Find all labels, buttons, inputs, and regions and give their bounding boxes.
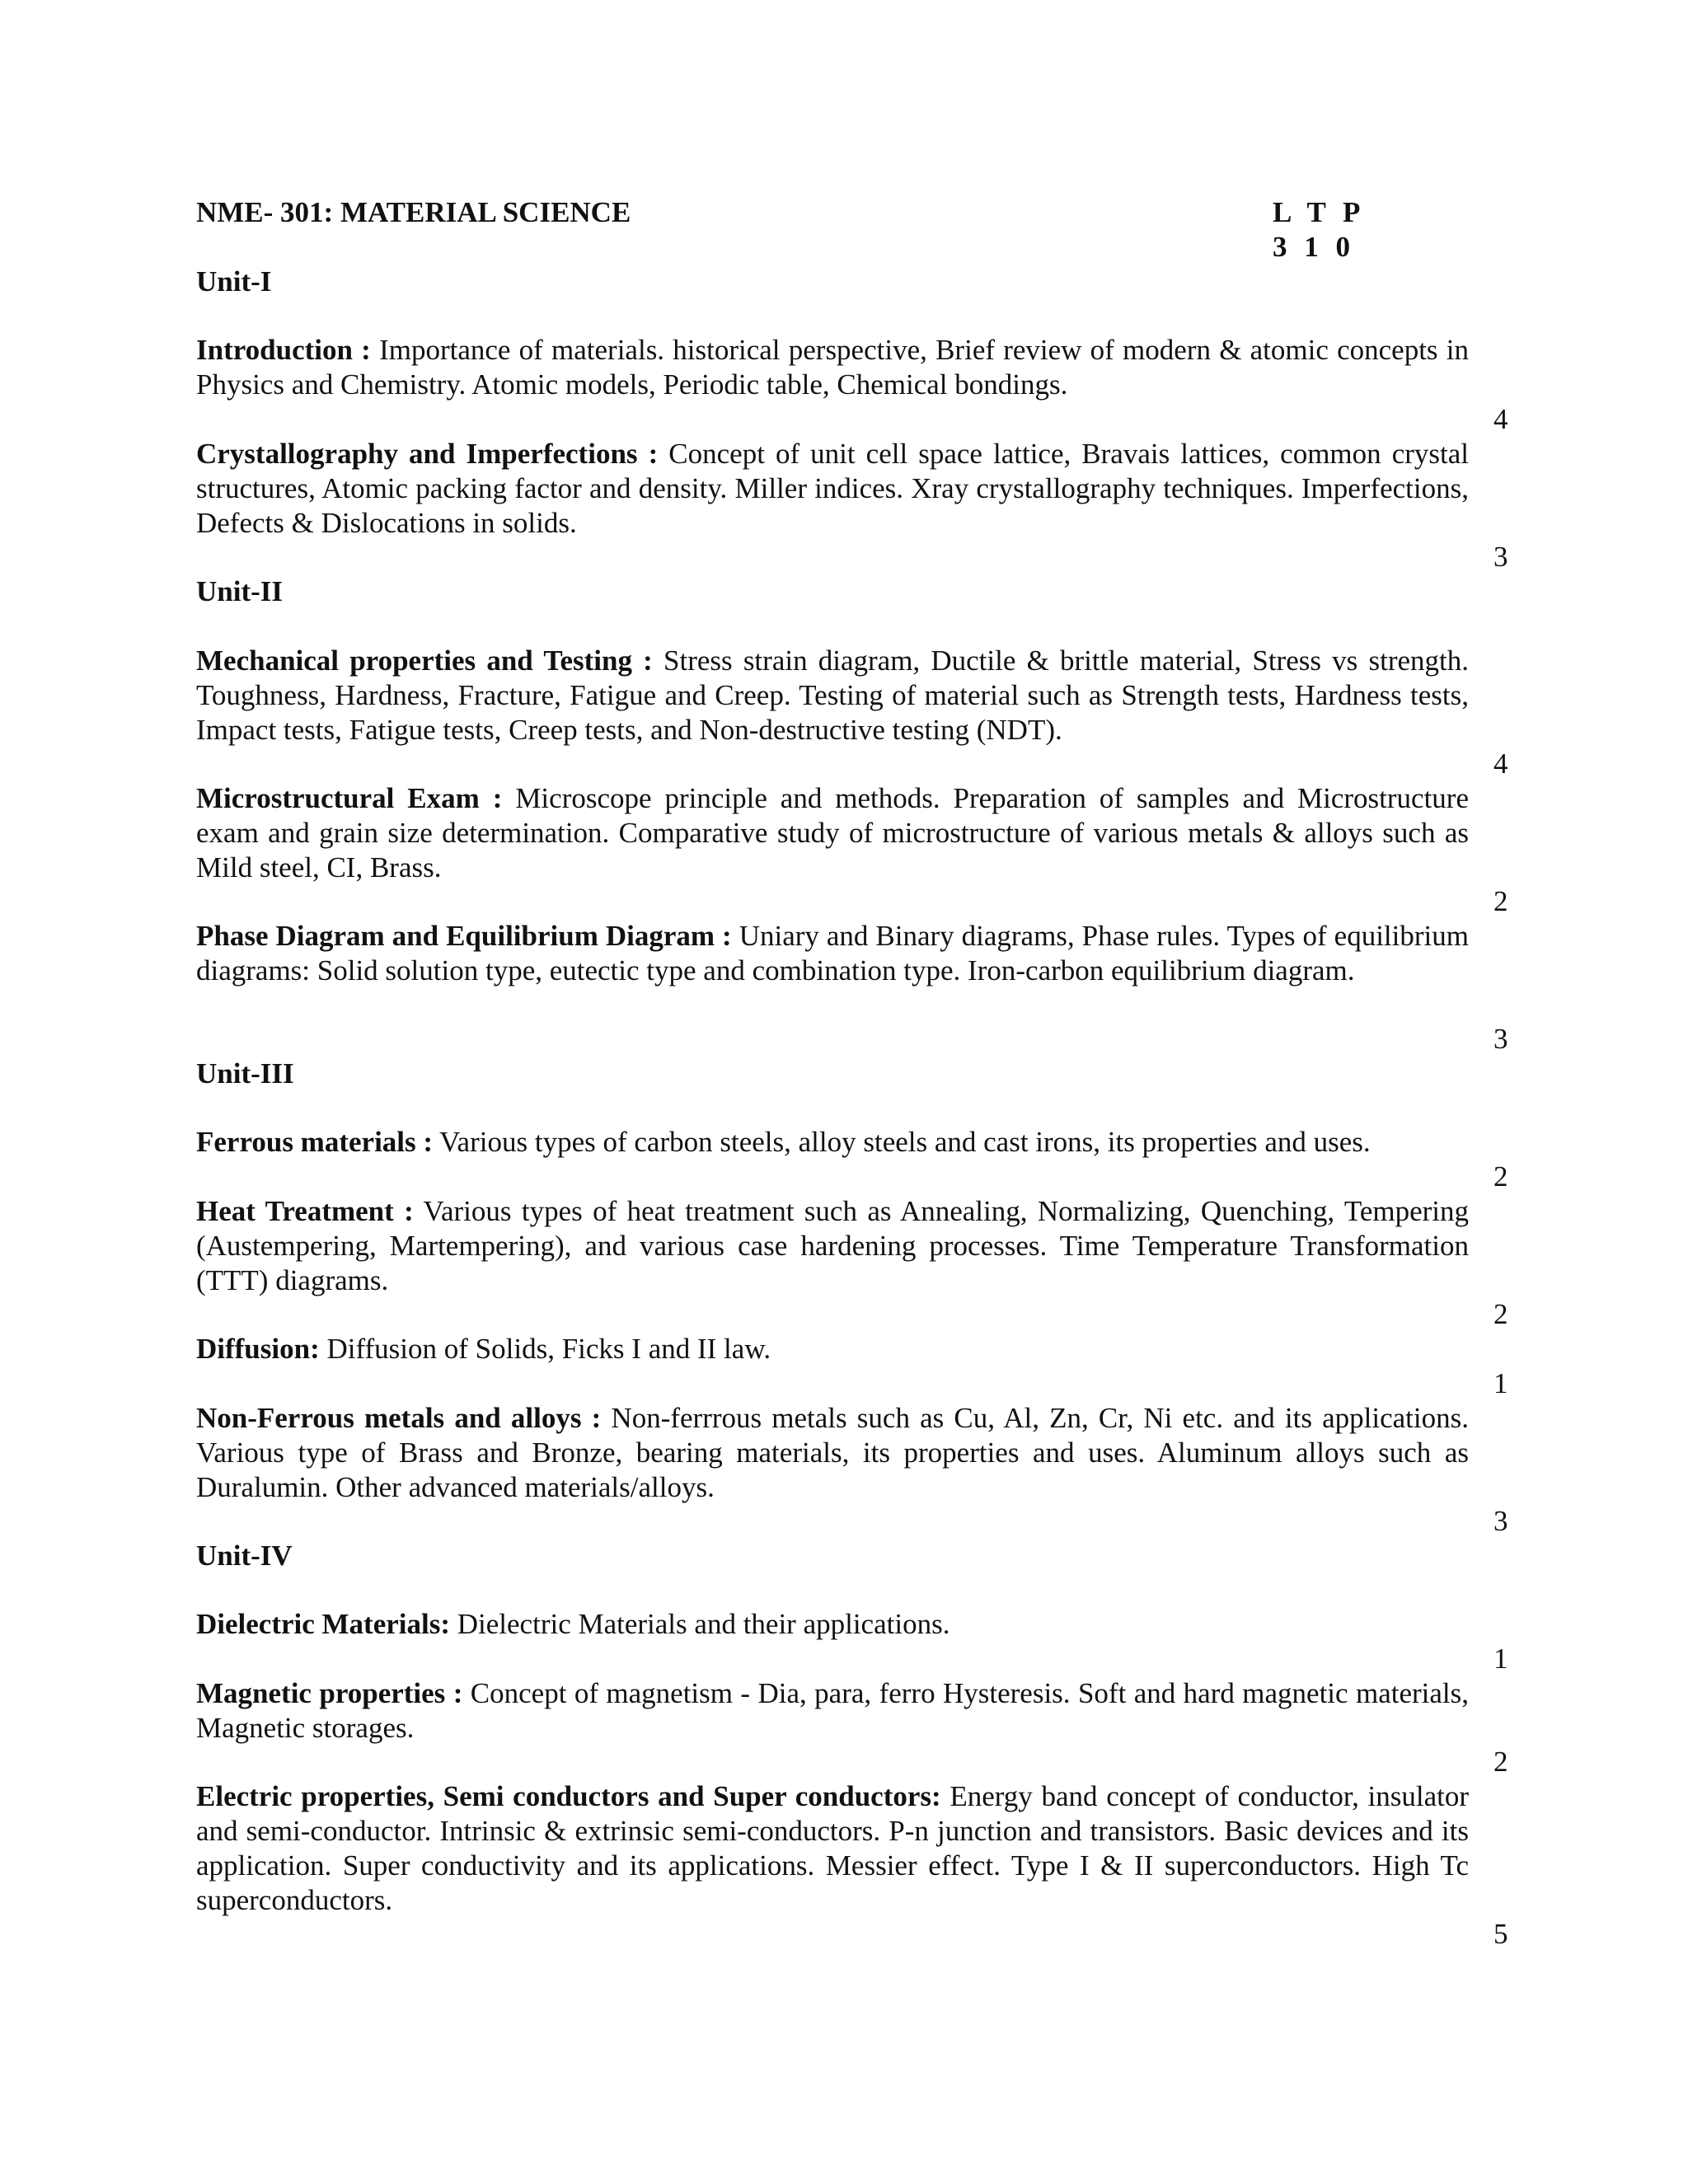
topic-heading: Heat Treatment : bbox=[196, 1195, 414, 1227]
topic-heading: Ferrous materials : bbox=[196, 1126, 434, 1158]
topic-text: Non-ferrrous metals such as Cu, Al, Zn, Cr, Ni etc. and its applications. Various type of Brass and Bronze, bearing materials, its properties and uses. Aluminum alloys such as Duralumin. Other advanced materials/alloys. bbox=[196, 1402, 1469, 1503]
topic-text: Concept of unit cell space lattice, Bravais lattices, common crystal structures, Atomic packing factor and density. Miller indices. Xray crystallography techniques. Imperfections, Defects & Dislocations in solids. bbox=[196, 438, 1469, 539]
topic-heading: Diffusion: bbox=[196, 1333, 320, 1365]
unit-heading-1: Unit-I bbox=[196, 265, 272, 298]
topic-crystallography bbox=[196, 437, 1469, 541]
topic-hours: 2 bbox=[1493, 1160, 1508, 1193]
topic-magnetic-properties bbox=[196, 1676, 1469, 1746]
topic-heading: Crystallography and Imperfections : bbox=[196, 438, 659, 470]
unit-heading-4: Unit-IV bbox=[196, 1540, 293, 1572]
topic-introduction bbox=[196, 333, 1469, 402]
topic-heading: Magnetic properties : bbox=[196, 1677, 463, 1709]
topic-hours: 3 bbox=[1493, 1023, 1508, 1055]
topic-text: Stress strain diagram, Ductile & brittle material, Stress vs strength. Toughness, Hardness, Fracture, Fatigue and Creep. Testing of material such as Strength tests, Hardness tests, Impact tests, Fatigue tests, Creep tests, and Non-destructive testing (NDT). bbox=[196, 644, 1469, 746]
topic-heat-treatment bbox=[196, 1194, 1469, 1298]
topic-non-ferrous-metals bbox=[196, 1401, 1469, 1505]
topic-hours: 1 bbox=[1493, 1643, 1508, 1675]
ltp-label: L T P bbox=[1273, 196, 1361, 228]
topic-hours: 5 bbox=[1493, 1918, 1508, 1950]
topic-text: Uniary and Binary diagrams, Phase rules. Types of equilibrium diagrams: Solid solution type, eutectic type and combination type. Iron-carbon equilibrium diagram. bbox=[196, 920, 1469, 987]
topic-heading: Phase Diagram and Equilibrium Diagram : bbox=[196, 920, 732, 952]
topic-text: Energy band concept of conductor, insulator and semi-conductor. Intrinsic & extrinsic semi-conductors. P-n junction and transistors. Basic devices and its application. Super conductivity and its applications. Messier effect. Type I & II superconductors. High Tc superconductors. bbox=[196, 1780, 1469, 1916]
topic-text: Microscope principle and methods. Preparation of samples and Microstructure exam and grain size determination. Comparative study of microstructure of various metals & alloys such as Mild steel, CI, Brass. bbox=[196, 782, 1469, 883]
topic-text: Various types of carbon steels, alloy steels and cast irons, its properties and uses. bbox=[433, 1126, 1371, 1158]
topic-hours: 3 bbox=[1493, 1505, 1508, 1537]
topic-microstructural-exam bbox=[196, 781, 1469, 885]
topic-text: Various types of heat treatment such as Annealing, Normalizing, Quenching, Tempering (Austempering, Martempering), and various case hardening processes. Time Temperature Transformation (TTT) diagrams. bbox=[196, 1195, 1469, 1296]
topic-hours: 4 bbox=[1493, 403, 1508, 435]
topic-text: Dielectric Materials and their applications. bbox=[450, 1608, 950, 1640]
topic-hours: 3 bbox=[1493, 541, 1508, 573]
topic-heading: Dielectric Materials: bbox=[196, 1608, 451, 1640]
topic-electric-properties bbox=[196, 1779, 1469, 1918]
topic-heading: Electric properties, Semi conductors and Super conductors: bbox=[196, 1780, 941, 1812]
topic-hours: 2 bbox=[1493, 885, 1508, 917]
unit-heading-2: Unit-II bbox=[196, 575, 284, 607]
topic-hours: 4 bbox=[1493, 748, 1508, 780]
topic-hours: 2 bbox=[1493, 1746, 1508, 1778]
topic-hours: 1 bbox=[1493, 1367, 1508, 1399]
topic-hours: 2 bbox=[1493, 1298, 1508, 1330]
topic-dielectric-materials bbox=[196, 1607, 1469, 1642]
topic-text: Importance of materials. historical perspective, Brief review of modern & atomic concepts in Physics and Chemistry. Atomic models, Periodic table, Chemical bondings. bbox=[196, 334, 1470, 401]
ltp-values: 3 1 0 bbox=[1273, 231, 1350, 263]
topic-text: Concept of magnetism - Dia, para, ferro Hysteresis. Soft and hard magnetic materials, Magnetic storages. bbox=[196, 1677, 1469, 1744]
topic-heading: Microstructural Exam : bbox=[196, 782, 503, 814]
topic-ferrous-materials bbox=[196, 1125, 1469, 1160]
topic-heading: Mechanical properties and Testing : bbox=[196, 644, 653, 677]
topic-diffusion bbox=[196, 1332, 1469, 1366]
course-title: NME- 301: MATERIAL SCIENCE bbox=[196, 196, 631, 228]
topic-phase-diagram bbox=[196, 919, 1469, 988]
topic-text: Diffusion of Solids, Ficks I and II law. bbox=[319, 1333, 771, 1365]
topic-mechanical-properties bbox=[196, 644, 1469, 748]
topic-heading: Non-Ferrous metals and alloys : bbox=[196, 1402, 602, 1434]
topic-heading: Introduction : bbox=[196, 334, 371, 366]
unit-heading-3: Unit-III bbox=[196, 1057, 294, 1090]
